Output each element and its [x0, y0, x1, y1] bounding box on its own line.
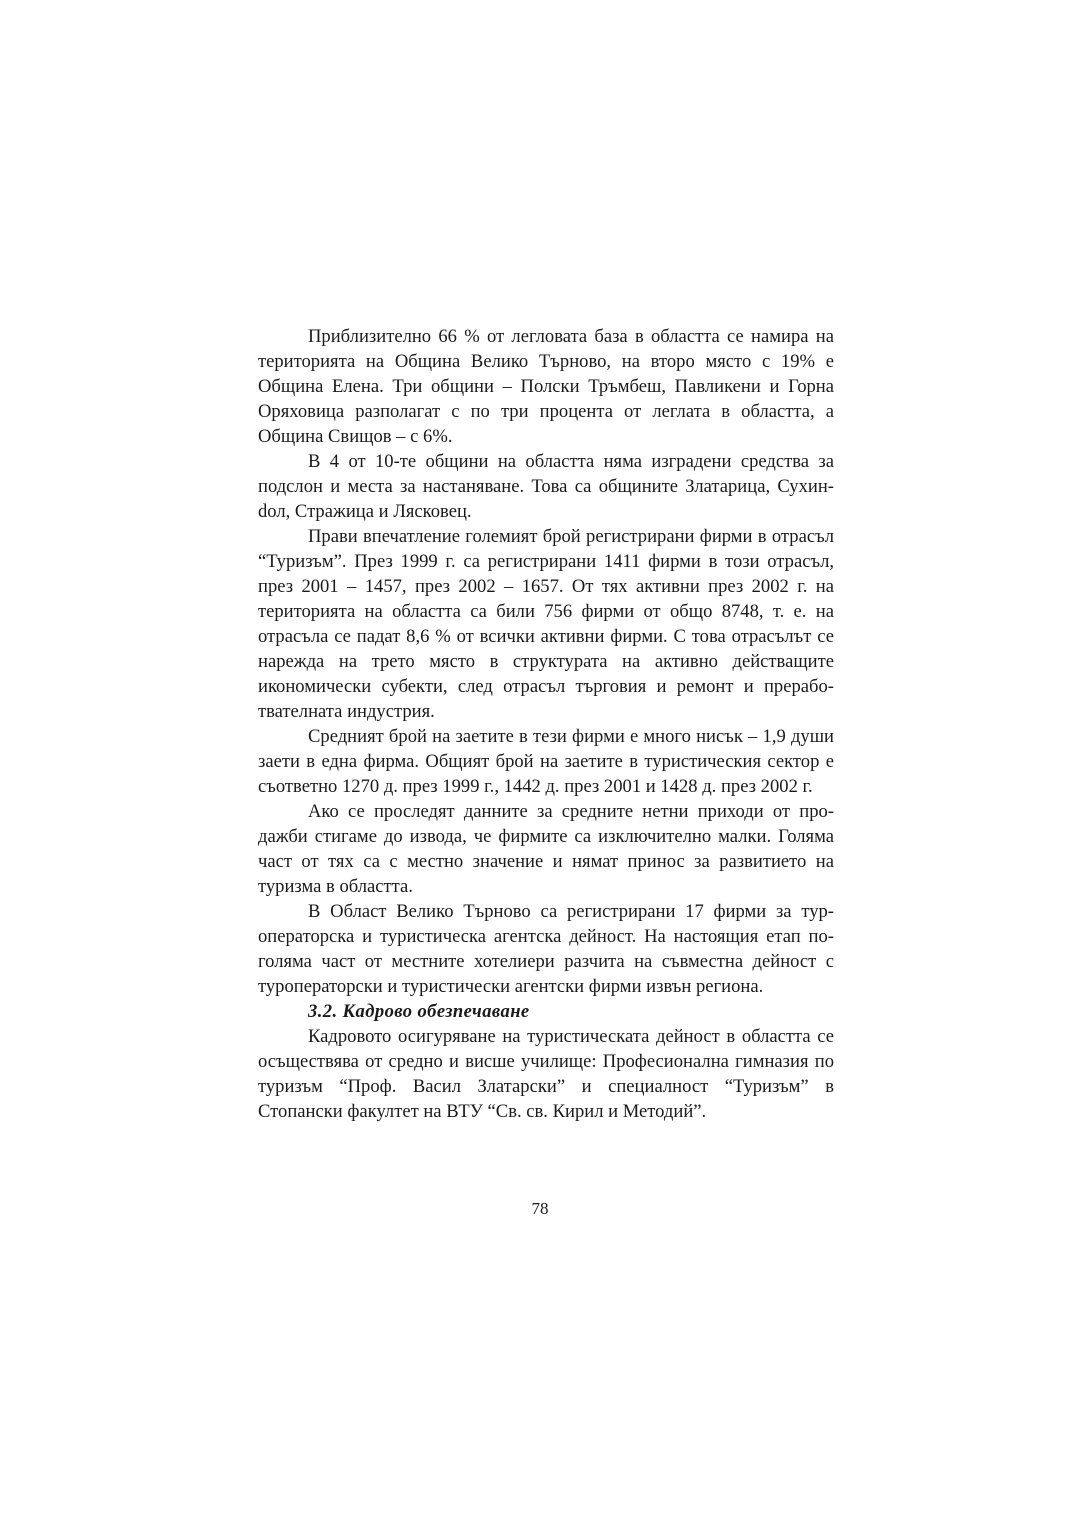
paragraph-accommodation-share: Приблизително 66 % от легловата база в областта се намира на територията на Община Велико Търново, на второ място с 19% е Община Елена. Три общини – Полски Тръмбеш, Павликени и Горна Оряховица разполагат с по три процента от леглата в областта, а Община Свищов – с 6%.	[258, 326, 834, 447]
paragraph-net-revenue: Ако се проследят данните за средните нетни приходи от продажби стигаме до извода, че фирмите са изключително малки. Голяма част от тях са с местно значение и нямат принос за развитието на туризма в областта.	[258, 801, 834, 897]
paragraph-municipalities-without-lodging: В 4 от 10-те общини на областта няма изградени средства за подслон и места за настаняване. Това са общините Златарица, Сухинdол, Стражица и Лясковец.	[258, 451, 834, 522]
paragraph-tour-operators: В Област Велико Търново са регистрирани 17 фирми за туроператорска и туристическа агентска дейност. На настоящия етап по-голяма част от местните хотелиери разчита на съвместна дейност с туроператорски и туристически агентски фирми извън региона.	[258, 901, 834, 997]
paragraph-employment: Средният брой на заетите в тези фирми е много нисък – 1,9 души заети в една фирма. Общият брой на заетите в туристическия сектор е съответно 1270 д. през 1999 г., 1442 д. през 2001 и 1428 д. през 2002 г.	[258, 726, 834, 797]
body-text	[258, 324, 834, 1124]
paragraph-staffing: Кадровото осигуряване на туристическата дейност в областта се осъществява от средно и висше училище: Професионална гимназия по туризъм “Проф. Васил Златарски” и специалност “Туризъм” в Стопански факултет на ВТУ “Св. св. Кирил и Методий”.	[258, 1026, 834, 1122]
page-number: 78	[531, 1199, 549, 1218]
paragraph-registered-firms: Прави впечатление големият брой регистрирани фирми в отрасъл “Туризъм”. През 1999 г. са регистрирани 1411 фирми в този отрасъл, през 2001 – 1457, през 2002 – 1657. От тях активни през 2002 г. на територията на областта са били 756 фирми от общо 8748, т. е. на отрасъла се падат 8,6 % от всички активни фирми. С това отрасълът се нарежда на трето място в структурата на активно действащите икономически субекти, след отрасъл търговия и ремонт и преработвателната индустрия.	[258, 526, 834, 722]
section-heading: 3.2. Кадрово обезпечаване	[308, 1001, 530, 1022]
